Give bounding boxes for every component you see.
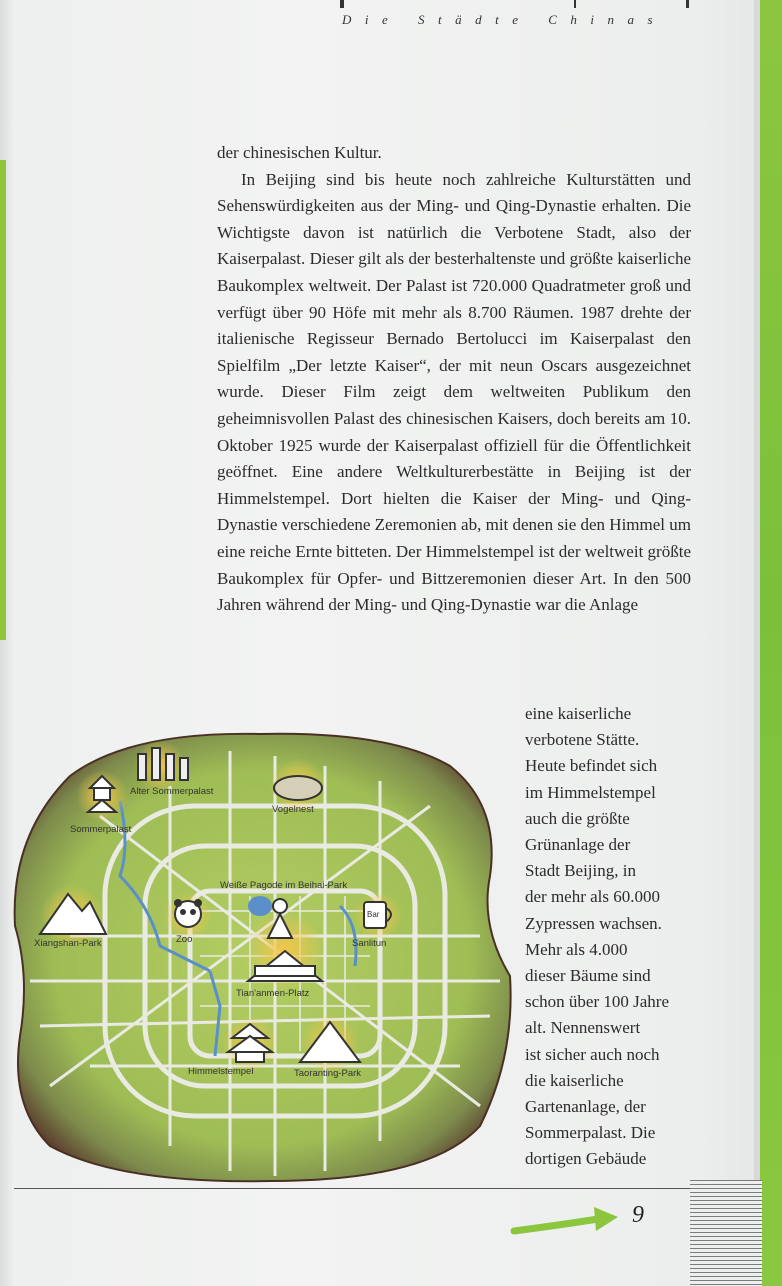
text-line: dieser Bäume sind [525,966,651,986]
text-line: Gartenanlage, der [525,1097,646,1117]
text-line: Zypressen wachsen. [525,913,662,933]
text-line: Stadt Beijing, in [525,861,636,881]
text-line: Mehr als 4.000 [525,939,628,959]
text-line: Heute befindet sich [525,756,658,776]
header-mark [574,0,576,8]
map-label-sommerpalast: Sommerpalast [70,824,132,835]
map-label-tiananmen: Tian'anmen-Platz [236,988,310,999]
paragraph-continuation: der chinesischen Kultur. [217,143,382,162]
map-label-xiangshan: Xiangshan-Park [34,938,102,949]
text-line: schon über 100 Jahre [525,992,669,1012]
text-line: verbotene Stätte. [525,730,640,750]
running-title: Die Städte Chinas [342,12,667,27]
text-line: die kaiserliche [525,1070,624,1090]
map-label-himmelstempel: Himmelstempel [188,1066,254,1077]
map-label-vogelnest: Vogelnest [272,804,314,815]
text-line: der mehr als 60.000 [525,887,661,907]
beijing-map [10,726,520,1188]
text-line: Grünanlage der [525,835,631,855]
header-mark [686,0,689,8]
text-line: eine kaiserliche [525,704,632,723]
text-line: im Himmelstempel [525,782,656,802]
beihai-lake [248,896,272,916]
map-label-zoo: Zoo [176,934,193,945]
map-label-alter-sommerpalast: Alter Sommerpalast [130,786,214,797]
main-text [217,140,691,619]
page-header [0,0,760,32]
map-illustration [10,726,520,1188]
footer-hatch-pattern [690,1180,762,1286]
map-label-beihai: Weiße Pagode im Beihai-Park [220,880,348,891]
header-mark [340,0,344,8]
green-arrow-icon [510,1205,620,1239]
page-number: 9 [632,1202,644,1228]
text-line: auch die größte [525,808,630,828]
panda-icon [174,899,202,927]
text-line: dortigen Gebäude [525,1149,647,1169]
text-line: Sommerpalast. Die [525,1123,656,1143]
wrapped-text-column [525,701,693,1173]
map-label-taoranting: Taoranting-Park [294,1068,362,1079]
text-line: alt. Nennenswert [525,1018,641,1038]
bar-sign: Bar [367,910,380,919]
footer-rule [14,1188,690,1189]
page-edge-green-right [760,0,782,1286]
vogelnest-icon [274,776,322,800]
text-line: ist sicher auch noch [525,1044,660,1064]
page-edge-green-left [0,160,6,640]
map-label-sanlitun: Sanlitun [352,938,387,949]
paragraph: In Beijing sind bis heute noch zahlreiche Kulturstätten und Sehenswürdigkeiten aus der Ming- und Qing-Dynastie erhalten. Die Wichtigste davon ist natürlich die Verbotene Stadt, also der Kaiserpalast. Dieser gilt als der besterhaltenste und größte kaiserliche Baukomplex weltweit. Der Palast ist 720.000 Quadratmeter groß und verfügt über 90 Höfe mit mehr als 8.700 Räumen. 1987 drehte der italienische Regisseur Bernado Bertolucci im Kaiserpalast den Spielfilm „Der letzte Kaiser“, der mit neun Oscars ausgezeichnet wurde. Dieser Film zeigt dem weltweiten Publikum den geheimnisvollen Palast des chinesischen Kaisers, doch bereits am 10. Oktober 1925 wurde der Kaiserpalast offiziell für die Öffentlichkeit geöffnet. Eine andere Weltkulturerbestätte in Beijing ist der Himmelstempel. Dort hielten die Kaiser der Ming- und Qing-Dynastie verschiedene Zeremonien ab, mit denen sie den Himmel um eine reiche Ernte bitteten. Der Himmelstempel ist der weltweit größte Baukomplex für Opfer- und Bittzeremonien dieser Art. In den 500 Jahren während der Ming- und Qing-Dynastie war die Anlage [217,169,691,615]
